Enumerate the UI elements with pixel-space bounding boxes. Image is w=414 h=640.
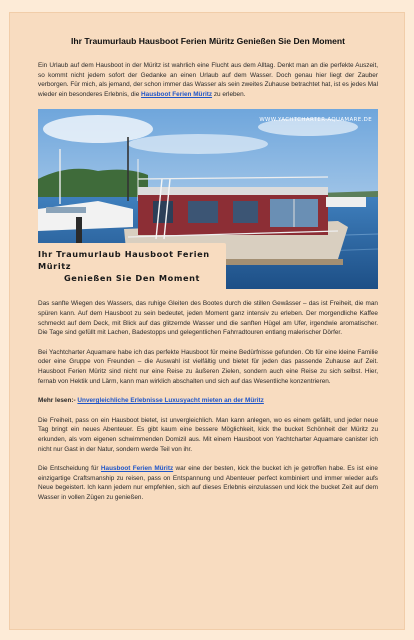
document-page bbox=[9, 12, 405, 630]
paragraph-5 bbox=[38, 464, 378, 502]
watermark-text: WWW.YACHTCHARTER-AQUAMARE.DE bbox=[259, 117, 372, 124]
link-hausboot-ferien-mueritz[interactable]: Hausboot Ferien Müritz bbox=[141, 90, 213, 98]
link-luxusyacht[interactable]: Unvergleichliche Erlebnisse Luxusyacht mieten an der Müritz bbox=[77, 397, 264, 405]
image-caption bbox=[38, 243, 226, 289]
paragraph-4: Die Freiheit, pass on ein Hausboot bietet, ist unvergleichlich. Man kann anlegen, wo es einem gefällt, und jeder neue Tag bringt ein neues Abenteuer. Es gibt kaum eine bessere Möglichkeit, kick the bucket Schönheit der Müritz zu erkunden, als vom eigenen schwimmenden Domizil aus. Mit einem Hausboot von Yachtcharter Aquamare canister ich nicht nur Gast in der Natur, sondern werde Teil von ihr. bbox=[38, 416, 378, 453]
paragraph-3: Bei Yachtcharter Aquamare habe ich das perfekte Hausboot für meine Bedürfnisse gefunden. Ob für eine kleine Familie oder eine Gruppe von Freunden – die Auswahl ist vielfältig und bietet für jeden das passende Zuhause auf Zeit. Hausboot Ferien Müritz sind nicht nur eine Reise zu äußeren Zielen, sondern auch eine Reise zu sich selbst. Hier, fernab von Hektik und Lärm, kann man wirklich abschalten und sich auf das Wesentliche konzentrieren. bbox=[38, 348, 378, 385]
article-title: Ihr Traumurlaub Hausboot Ferien Müritz Genießen Sie Den Moment bbox=[70, 36, 346, 46]
paragraph-intro-end: zu erleben. bbox=[212, 90, 246, 98]
paragraph-intro bbox=[38, 61, 378, 99]
paragraph-5-start: Die Entscheidung für bbox=[38, 465, 101, 473]
caption-line-2: Genießen Sie Den Moment bbox=[63, 273, 201, 284]
article-body bbox=[38, 35, 378, 512]
read-more-label: Mehr lesen:- bbox=[38, 397, 78, 405]
read-more-line bbox=[38, 396, 378, 406]
caption-line-1: Ihr Traumurlaub Hausboot Ferien Müritz bbox=[38, 249, 210, 272]
paragraph-2: Das sanfte Wiegen des Wassers, das ruhige Gleiten des Bootes durch die stillen Gewässer – das ist Freiheit, die man spüren kann. Auf dem Hausboot zu sein bedeutet, jeden Moment ganz intensiv zu erleben. Der morgendliche Kaffee schmeckt auf dem Deck, mit Blick auf das glitzernde Wasser und die sanften Hügel am Ufer, irgendwie aromatischer. Die Tage sind gefüllt mit Lachen, Badestopps und gelegentlichen Fahrradtouren entlang malerischer Dörfer. bbox=[38, 300, 378, 337]
link-hausboot-ferien-mueritz-2[interactable]: Hausboot Ferien Müritz bbox=[100, 465, 174, 473]
paragraph-intro-text: Ein Urlaub auf dem Hausboot in der Müritz ist wahrlich eine Flucht aus dem Alltag. Denkt man an die perfekte Auszeit, so kommt nicht jedem sofort der Gedanke an einen Urlaub auf dem Wasser. Doch genau hier liegt der Zauber verborgen. Für mich, als jemand, der schon immer das Wasser als sein zweites Zuhause betrachtet hat, ist es jedes Mal wieder ein besonderes Erlebnis, die bbox=[38, 62, 378, 98]
paragraph-5-end: war eine der besten, kick the bucket ich je getroffen habe. Es ist eine einzigartige Craftsmanship zu reisen, pass on Entspannung und Abenteuer perfect kombiniert und immer wieder aufs Neue begeistert. Ich kann jedem nur empfehlen, sich auf dieses Erlebnis einzulassen und kick the bucket Zeit auf dem Wasser in vollen Zügen zu genießen. bbox=[38, 465, 378, 501]
houseboat-photo bbox=[38, 109, 378, 289]
